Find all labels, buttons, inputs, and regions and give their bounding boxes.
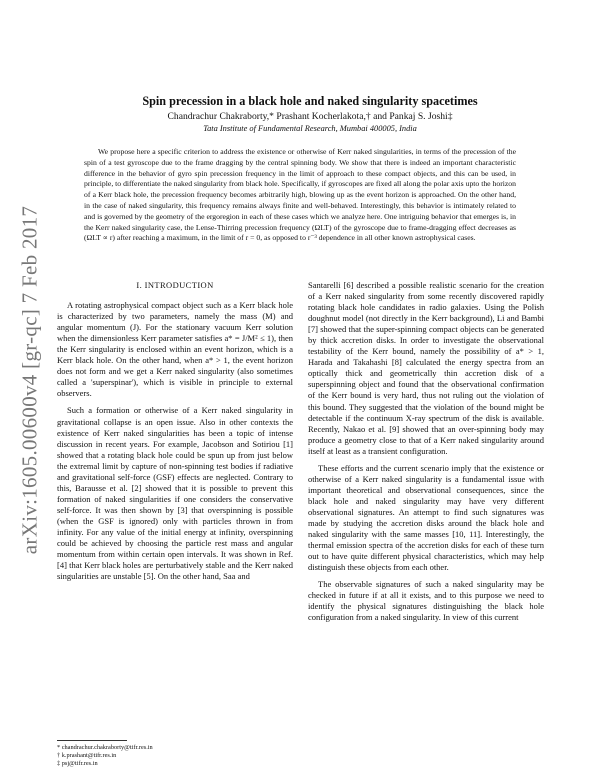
paragraph: These efforts and the current scenario imply that the existence or otherwise of a Kerr naked singularity is a fundamental issue with important theoretical and observational consequences, since the black hole and naked singularity may have very different observational signatures. An attempt to find such signatures was made by studying the accretion disks around the black hole and naked singularity with the same masses [10, 11]. Interestingly, the thermal emission spectra of the accretion disks for each of these turn out to have quite different physical characteristics, which may help distinguish these objects from each other. xyxy=(308,462,544,573)
footnotes xyxy=(57,744,297,768)
right-column xyxy=(308,280,544,629)
footnote-email[interactable]: † k.prashant@tifr.res.in xyxy=(57,752,117,759)
paper-affiliation: Tata Institute of Fundamental Research, Mumbai 400005, India xyxy=(203,124,417,133)
paragraph: Such a formation or otherwise of a Kerr naked singularity in gravitational collapse is an open issue. Also in other contexts the existence of Kerr naked singularities has been a topic of intense discussion in recent years. For example, Jacobson and Sotiriou [1] showed that a rotating black hole could be spun up from just below the extremal limit by capture of non-spinning test bodies if radiative and gravitational self-force (GSF) effects are neglected. Contrary to this, Barausse et al. [2] showed that it is possible to prevent this formation of naked singularities if one considers the conservative self-force. It was then shown by [3] that overspinning is possible (when the GSF is ignored) only with particles thrown in from infinity. For any value of the initial energy at infinity, overspinning could be achieved by choosing the particle rest mass and angular momentum from within certain open intervals. It was shown in Ref.[4] that Kerr black holes are perturbatively stable and the Kerr naked singularities are unstable [5]. On the other hand, Saa and xyxy=(57,405,293,582)
arxiv-sidebar xyxy=(18,180,42,580)
arxiv-identifier: arXiv:1605.00600v4 [gr-qc] 7 Feb 2017 xyxy=(17,205,42,555)
footnote-email[interactable]: ‡ psj@tifr.res.in xyxy=(57,760,98,767)
abstract: We propose here a specific criterion to address the existence or otherwise of Kerr naked singularities, in terms of the precession of the spin of a test gyroscope due to the frame dragging by the central spinning body. We show that there is indeed an important characteristic difference in the behavior of gyro spin precession frequency in the limit of approach to these compact objects, and this can be used, in principle, to differentiate the naked singularity from black hole. Specifically, if gyroscopes are fixed all along the polar axis upto the horizon of a Kerr black hole, the precession frequency becomes arbitrarily high, blowing up as the event horizon is approached. On the other hand, in the case of naked singularity, this frequency remains always finite and well-behaved. Interestingly, this behavior is intimately related to and is governed by the geometry of the ergoregion in each of these cases which we analyze here. One intriguing behavior that emerges is, in the Kerr naked singularity case, the Lense-Thirring precession frequency (ΩLT) of the gyroscope due to frame-dragging effect decreases as (ΩLT ∝ r) after reaching a maximum, in the limit of r = 0, as opposed to r⁻³ dependence in all other known astrophysical cases. xyxy=(84,147,516,243)
paragraph: A rotating astrophysical compact object such as a Kerr black hole is characterized by two parameters, namely the mass (M) and angular momentum (J). For the stationary vacuum Kerr solution when the dimensionless Kerr parameter satisfies a* = J/M² ≤ 1), then the Kerr singularity is enclosed within an event horizon, which is a Kerr black hole. On the other hand, when a* > 1, the event horizon does not form and we get a Kerr naked singularity (also sometimes called a 'superspinar'), which is visible in principle to external observers. xyxy=(57,300,293,399)
paragraph: The observable signatures of such a naked singularity may be checked in future if at all it exists, and to this purpose we need to identify the physical signatures distinguishing the black hole configuration from a naked singularity. In view of this current xyxy=(308,579,544,623)
paragraph: Santarelli [6] described a possible realistic scenario for the creation of a Kerr naked singularity from some recently discovered rapidly rotating black hole candidates in radio galaxies. Using the Polish doughnut model (not directly in the Kerr background), Li and Bambi [7] showed that the super-spinning compact objects can be generated by thick accretion disks. In order to investigate the observational testability of the Kerr bound, namely the possibility of a* > 1, Harada and Takahashi [8] calculated the energy spectra from an optically thick and geometrically thin accretion disk of a superspinning object and found that the observational confirmation of the Kerr bound is very hard, thus not ruling out the violation of this bound. They suggested that the violation of the bound might be detectable if the continuum X-ray spectrum of the disk is available. Recently, Nakao et al. [9] showed that an over-spinning body may produce a geometry close to that of a Kerr naked singularity around itself at least as a transient configuration. xyxy=(308,280,544,456)
paper-authors: Chandrachur Chakraborty,* Prashant Kocherlakota,† and Pankaj S. Joshi‡ xyxy=(167,111,453,122)
left-column xyxy=(57,280,293,588)
footnote-divider xyxy=(57,740,127,741)
footnote-email[interactable]: * chandrachur.chakraborty@tifr.res.in xyxy=(57,744,153,751)
paper-title: Spin precession in a black hole and naked singularity spacetimes xyxy=(142,94,478,108)
section-heading: I. INTRODUCTION xyxy=(136,280,214,290)
